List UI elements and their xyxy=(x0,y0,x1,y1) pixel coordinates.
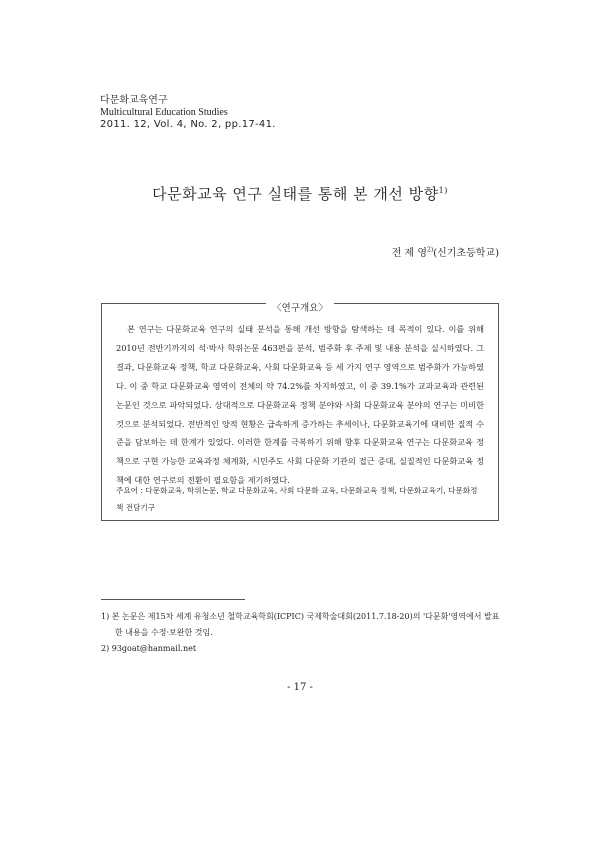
keywords-text: 다문화교육, 학위논문, 학교 다문화교육, 사회 다문화 교육, 다문화교육 정책, 다문화교육기, 다문화정책 전담기구 xyxy=(116,486,478,512)
author-name: 전 제 영 xyxy=(391,248,428,259)
journal-header xyxy=(100,95,276,131)
paper-title-text: 다문화교육 연구 실태를 통해 본 개선 방향 xyxy=(152,185,439,203)
footnote-1: 1) 본 논문은 제15차 세계 유청소년 철학교육학회(ICPIC) 국제학술대회(2011.7.18-20)의 '다문화'영역에서 발표한 내용을 수정·보완한 것임. xyxy=(101,612,500,637)
keywords-label: 주요어 : xyxy=(116,486,143,495)
abstract-box xyxy=(101,303,499,521)
author-affiliation: (신기초등학교) xyxy=(433,248,499,259)
abstract-label-wrap xyxy=(102,296,498,315)
abstract-text: 본 연구는 다문화교육 연구의 실태 분석을 통해 개선 방향을 탐색하는 데 목적이 있다. 이를 위해 2010년 전반기까지의 석·박사 학위논문 463편을 분석, 범주화 후 주제 및 내용 분석을 실시하였다. 그 결과, 다문화교육 정책, 학교 다문화교육, 사회 다문화교육 등 세 가지 연구 영역으로 범주화가 가능하였다. 이 중 학교 다문화교육 영역이 전체의 약 74.2%를 차지하였고, 이 중 39.1%가 교과교육과 관련된 논문인 것으로 파악되었다. 상대적으로 다문화교육 정책 분야와 사회 다문화교육 분야의 연구는 미비한 것으로 분석되었다. 전반적인 양적 현황은 급속하게 증가하는 추세이나, 다문화교육기에 대비한 질적 수준을 담보하는 데 한계가 있었다. 이러한 한계를 극복하기 위해 향후 다문화교육 연구는 다문화교육 정책으로 구현 가능한 교육과정 체계화, 시민주도 사회 다문화 기관의 접근 증대, 실질적인 다문화교육 정책에 대한 연구로의 전환이 필요함을 제기하였다. xyxy=(116,324,484,486)
title-footnote-marker: 1) xyxy=(438,186,448,195)
author-footnote-marker: 2) xyxy=(427,246,434,254)
footnotes xyxy=(101,609,501,657)
author-line xyxy=(392,244,499,259)
journal-title-english: Multicultural Education Studies xyxy=(100,107,228,118)
abstract-label: 〈연구개요〉 xyxy=(266,303,334,314)
keywords xyxy=(116,482,484,516)
issue-info: 2011. 12, Vol. 4, No. 2, pp.17-41. xyxy=(100,119,276,130)
page-number: - 17 - xyxy=(287,682,313,693)
paper-title xyxy=(0,183,600,204)
footnote-divider xyxy=(101,599,245,600)
footnote-2: 2) 93goat@hanmail.net xyxy=(101,644,197,653)
journal-title-korean: 다문화교육연구 xyxy=(100,95,168,106)
